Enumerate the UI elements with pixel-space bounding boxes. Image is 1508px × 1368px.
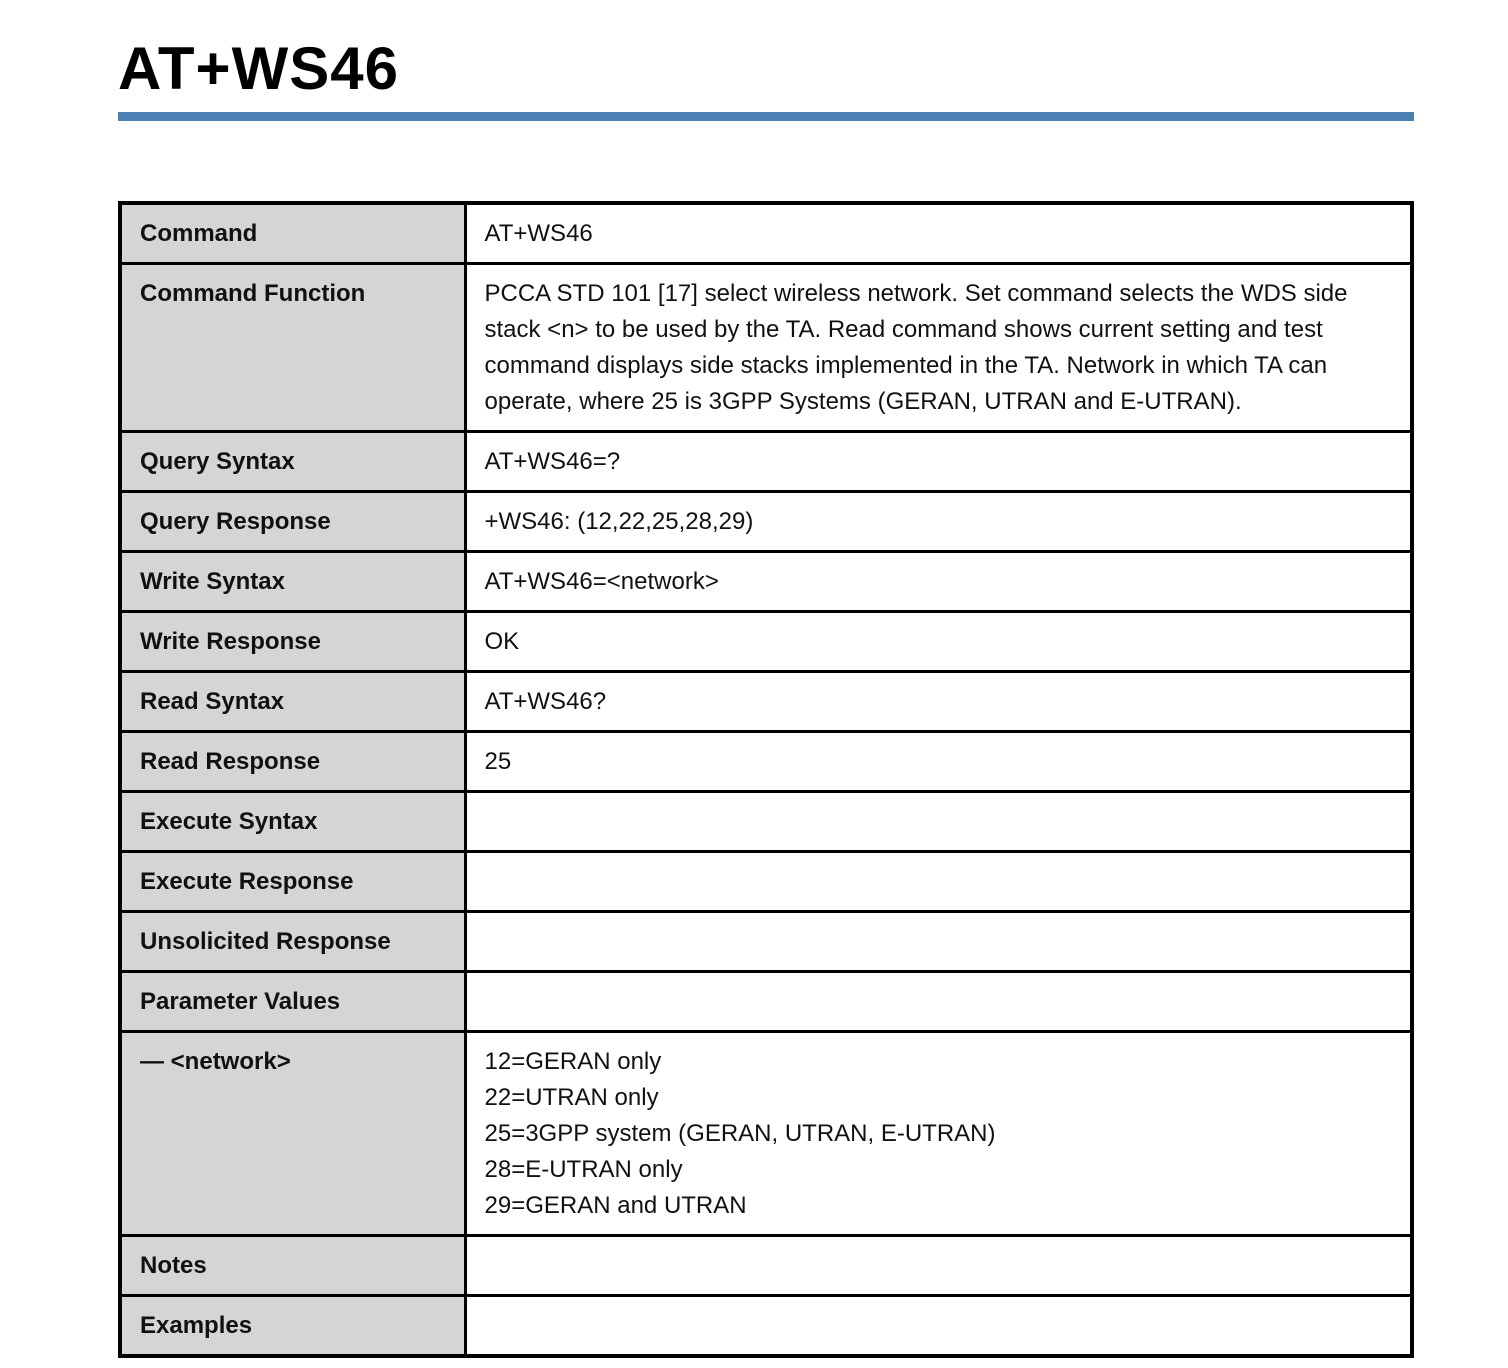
value-line: 22=UTRAN only (484, 1084, 659, 1111)
row-value (465, 792, 1412, 852)
row-label: Unsolicited Response (120, 912, 465, 972)
table-row (120, 1032, 1412, 1236)
row-label: Read Response (120, 732, 465, 792)
value-line: 25 (484, 748, 512, 775)
value-line: OK (484, 628, 520, 655)
table-row (120, 1296, 1412, 1357)
row-label: Write Syntax (120, 552, 465, 612)
value-line: 25=3GPP system (GERAN, UTRAN, E-UTRAN) (484, 1120, 996, 1147)
value-line: AT+WS46 (484, 220, 593, 247)
table-row (120, 264, 1412, 432)
table-row (120, 492, 1412, 552)
row-value (465, 672, 1412, 732)
row-value (465, 1032, 1412, 1236)
row-value (465, 912, 1412, 972)
row-label: Query Syntax (120, 432, 465, 492)
row-value (465, 972, 1412, 1032)
table-row (120, 732, 1412, 792)
row-label: Command Function (120, 264, 465, 432)
page-title: AT+WS46 (118, 35, 399, 102)
value-line: PCCA STD 101 [17] select wireless network. Set command selects the WDS side stack <n> to be used by the TA. Read command shows current setting and test command displays side stacks implemented in the TA. Network in which TA can operate, where 25 is 3GPP Systems (GERAN, UTRAN and E-UTRAN). (484, 280, 1348, 415)
row-value (465, 852, 1412, 912)
row-value (465, 264, 1412, 432)
row-value (465, 732, 1412, 792)
value-line: +WS46: (12,22,25,28,29) (484, 508, 754, 535)
row-label: Parameter Values (120, 972, 465, 1032)
value-line: 29=GERAN and UTRAN (484, 1192, 747, 1219)
row-value (465, 612, 1412, 672)
row-label: Command (120, 203, 465, 264)
row-label: Query Response (120, 492, 465, 552)
row-label: Execute Response (120, 852, 465, 912)
command-table-body (120, 203, 1412, 1356)
row-label: Notes (120, 1236, 465, 1296)
title-accent-rule (118, 112, 1414, 121)
table-row (120, 432, 1412, 492)
table-row (120, 203, 1412, 264)
table-row (120, 792, 1412, 852)
table-row (120, 1236, 1412, 1296)
table-row (120, 672, 1412, 732)
value-line: 28=E-UTRAN only (484, 1156, 683, 1183)
row-value (465, 432, 1412, 492)
command-reference-table (118, 201, 1414, 1358)
value-line: 12=GERAN only (484, 1048, 662, 1075)
row-value (465, 203, 1412, 264)
row-value (465, 1236, 1412, 1296)
row-label: Read Syntax (120, 672, 465, 732)
row-label: Execute Syntax (120, 792, 465, 852)
table-row (120, 852, 1412, 912)
row-label: — <network> (120, 1032, 465, 1236)
row-value (465, 1296, 1412, 1357)
table-row (120, 612, 1412, 672)
row-label: Write Response (120, 612, 465, 672)
row-label: Examples (120, 1296, 465, 1357)
page-content (118, 0, 1414, 1358)
table-row (120, 972, 1412, 1032)
table-row (120, 912, 1412, 972)
table-row (120, 552, 1412, 612)
value-line: AT+WS46? (484, 688, 607, 715)
value-line: AT+WS46=<network> (484, 568, 719, 595)
row-value (465, 552, 1412, 612)
value-line: AT+WS46=? (484, 448, 621, 475)
row-value (465, 492, 1412, 552)
